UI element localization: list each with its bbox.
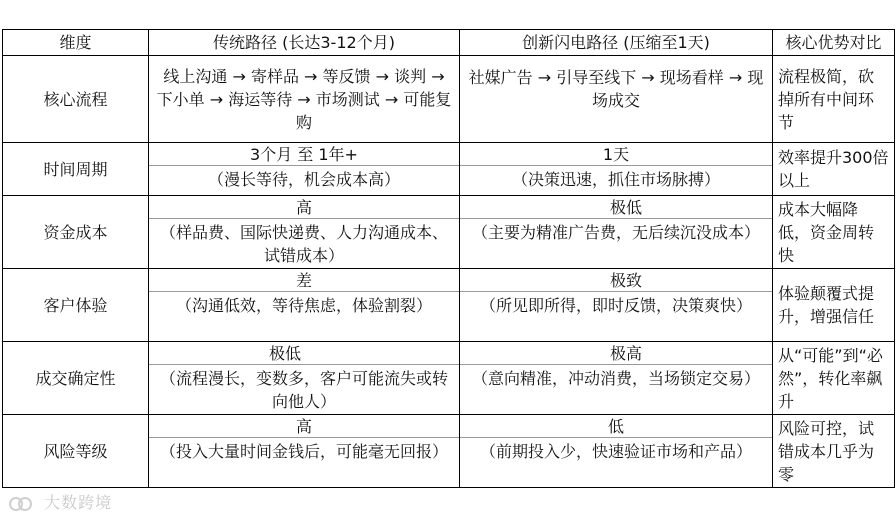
traditional-sub: （样品费、国际快递费、人力沟通成本、试错成本） — [159, 223, 448, 265]
header-advantage: 核心优势对比 — [773, 30, 895, 56]
innovative-sub: （前期投入少，快速验证市场和产品） — [479, 442, 752, 461]
table-row — [3, 415, 895, 488]
innovative-cell — [460, 269, 773, 342]
row-dimension: 客户体验 — [3, 269, 149, 342]
watermark — [8, 490, 112, 513]
advantage-cell: 效率提升300倍以上 — [773, 143, 895, 196]
traditional-sub: （漫长等待，机会成本高） — [207, 170, 400, 189]
innovative-cell — [460, 415, 773, 488]
advantage-cell: 成本大幅降低，资金周转快 — [773, 196, 895, 269]
advantage-cell: 流程极简，砍掉所有中间环节 — [773, 56, 895, 143]
innovative-main: 低 — [460, 415, 772, 438]
innovative-cell — [460, 342, 773, 415]
header-traditional: 传统路径 (长达3-12个月) — [149, 30, 460, 56]
innovative-cell — [460, 143, 773, 196]
innovative-sub: （决策迅速，抓住市场脉搏） — [511, 170, 720, 189]
innovative-cell — [460, 196, 773, 269]
table-row — [3, 143, 895, 196]
row-dimension: 资金成本 — [3, 196, 149, 269]
watermark-text: 大数跨境 — [44, 493, 113, 512]
header-dimension: 维度 — [3, 30, 149, 56]
traditional-cell — [149, 342, 460, 415]
table-row — [3, 196, 895, 269]
row-dimension: 时间周期 — [3, 143, 149, 196]
comparison-table — [2, 29, 895, 488]
logo-icon — [8, 495, 34, 513]
row-dimension: 成交确定性 — [3, 342, 149, 415]
innovative-main: 极致 — [460, 269, 772, 292]
innovative-cell: 社媒广告 → 引导至线下 → 现场看样 → 现场成交 — [460, 56, 773, 143]
traditional-cell — [149, 143, 460, 196]
traditional-sub: （流程漫长，变数多，客户可能流失或转向他人） — [159, 369, 448, 411]
traditional-main: 差 — [149, 269, 459, 292]
row-dimension: 核心流程 — [3, 56, 149, 143]
traditional-main: 极低 — [149, 342, 459, 365]
innovative-sub: （意向精准，冲动消费，当场锁定交易） — [471, 369, 760, 388]
advantage-cell: 从“可能”到“必然”，转化率飙升 — [773, 342, 895, 415]
traditional-main: 高 — [149, 196, 459, 219]
traditional-cell — [149, 269, 460, 342]
row-dimension: 风险等级 — [3, 415, 149, 488]
header-innovative: 创新闪电路径 (压缩至1天) — [460, 30, 773, 56]
traditional-cell — [149, 415, 460, 488]
traditional-main: 高 — [149, 415, 459, 438]
advantage-cell: 体验颠覆式提升，增强信任 — [773, 269, 895, 342]
innovative-main: 极低 — [460, 196, 772, 219]
innovative-main: 极高 — [460, 342, 772, 365]
advantage-cell: 风险可控，试错成本几乎为零 — [773, 415, 895, 488]
header-row — [3, 30, 895, 56]
table-row — [3, 342, 895, 415]
traditional-sub: （投入大量时间金钱后，可能毫无回报） — [159, 442, 448, 461]
innovative-sub: （主要为精准广告费，无后续沉没成本） — [471, 223, 760, 242]
traditional-cell — [149, 196, 460, 269]
traditional-main: 3个月 至 1年+ — [149, 143, 459, 166]
innovative-main: 1天 — [460, 143, 772, 166]
table-row — [3, 269, 895, 342]
innovative-sub: （所见即所得，即时反馈，决策爽快） — [479, 296, 752, 315]
traditional-cell: 线上沟通 → 寄样品 → 等反馈 → 谈判 → 下小单 → 海运等待 → 市场测试 → 可能复购 — [149, 56, 460, 143]
traditional-sub: （沟通低效，等待焦虑，体验割裂） — [175, 296, 432, 315]
table-row — [3, 56, 895, 143]
